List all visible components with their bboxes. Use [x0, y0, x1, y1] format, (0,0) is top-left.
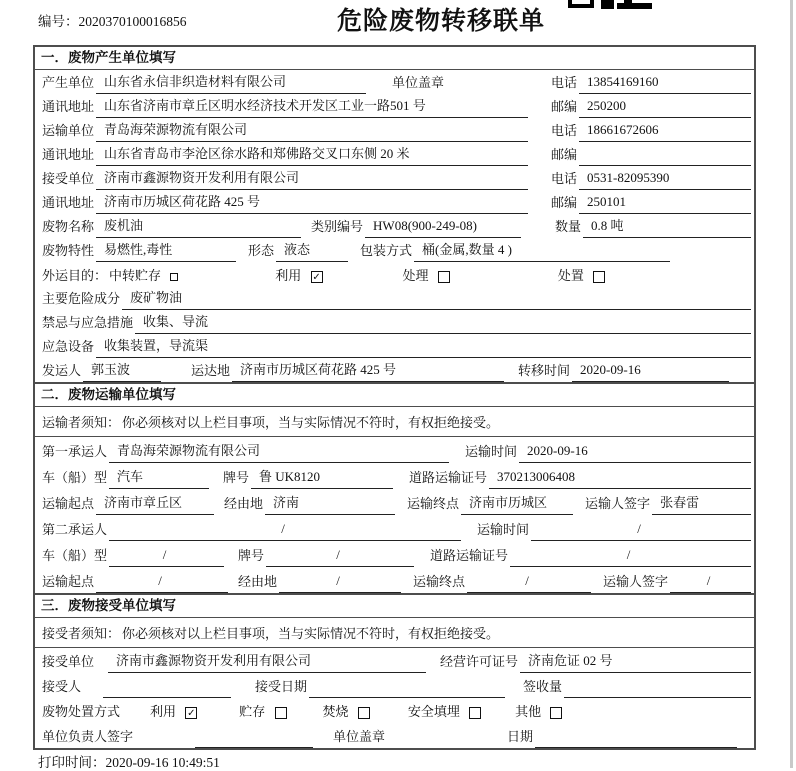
- via-label: 经由地: [238, 574, 278, 589]
- page-title: 危险废物转移联单: [337, 8, 546, 35]
- qr-module: [601, 0, 614, 9]
- address-label: 通讯地址: [42, 195, 95, 210]
- checkbox-label: 中转贮存: [109, 267, 162, 283]
- receiver-phone-value: 0531-82095390: [579, 170, 751, 190]
- end1-value: 济南市历城区: [461, 492, 573, 515]
- doc-number-value: 2020370100016856: [78, 14, 187, 29]
- disposal-label: 废物处置方式: [42, 704, 121, 719]
- measures-value: 收集、导流: [135, 311, 751, 334]
- carrier2-value: /: [109, 521, 461, 541]
- vehicle2-value: /: [109, 547, 224, 567]
- receiver-notice-text: 你必须核对以上栏目事项，当与实际情况不符时，有权拒绝接受。: [122, 626, 500, 641]
- accept-date-label: 接受日期: [255, 679, 308, 694]
- disposal-option-other: [515, 701, 562, 720]
- checkbox-disposal-incinerate[interactable]: [358, 707, 370, 719]
- manager-sign-value: [195, 744, 313, 748]
- zip-label: 邮编: [550, 195, 577, 210]
- measures-label: 禁忌与应急措施: [42, 315, 134, 330]
- destination-value: 济南市历城区荷花路 425 号: [232, 359, 504, 382]
- checkbox-label: 其他: [515, 704, 542, 719]
- transporter-label: 运输单位: [42, 123, 95, 138]
- row-manager-sign: [35, 723, 754, 748]
- checkbox-label: 贮存: [239, 704, 266, 719]
- qr-module: [617, 3, 652, 9]
- transporter-notice-text: 你必须核对以上栏目事项，当与实际情况不符时，有权拒绝接受。: [122, 415, 500, 430]
- row-vehicle2: [35, 541, 754, 567]
- disposal-option-landfill: [408, 701, 481, 720]
- waste-name-value: 废机油: [96, 215, 301, 238]
- row-accept-unit: [35, 648, 754, 673]
- purpose-option-utilize: [275, 265, 322, 284]
- print-time-value: 2020-09-16 10:49:51: [105, 755, 220, 770]
- checkbox-label: 利用: [150, 704, 177, 719]
- packing-label: 包装方式: [360, 243, 413, 258]
- sign-label: 运输人签字: [585, 496, 651, 511]
- carrier1-value: 青岛海荣源物流有限公司: [109, 440, 449, 463]
- row-waste-trait: [35, 238, 754, 262]
- receiver-notice: [35, 618, 754, 648]
- transfer-time-label: 转移时间: [518, 363, 571, 378]
- receiver-address-value: 济南市历城区荷花路 425 号: [96, 191, 528, 214]
- purpose-label: 外运目的：: [42, 267, 108, 283]
- road-cert1-value: 370213006408: [489, 469, 751, 489]
- row-vehicle1: [35, 463, 754, 489]
- row-shipper: [35, 358, 754, 382]
- trait-label: 废物特性: [42, 243, 95, 258]
- equipment-label: 应急设备: [42, 339, 95, 354]
- vehicle-label: 车（船）型: [42, 548, 108, 563]
- vehicle1-value: 汽车: [109, 466, 209, 489]
- checkbox-disposal-landfill[interactable]: [469, 707, 481, 719]
- disposal-option-store: [239, 701, 286, 720]
- purpose-option-transfer-storage: [109, 265, 178, 284]
- transporter-address-value: 山东省青岛市李沧区徐水路和郑佛路交叉口东侧 20 米: [96, 143, 528, 166]
- transporter-notice-label: 运输者须知：: [42, 415, 121, 430]
- row-waste-name: [35, 214, 754, 238]
- accept-unit-value: 济南市鑫源物资开发利用有限公司: [108, 650, 426, 673]
- qr-module: [568, 0, 594, 8]
- license-label: 经营许可证号: [440, 654, 519, 669]
- waste-name-label: 废物名称: [42, 219, 95, 234]
- checkbox-utilize[interactable]: ✓: [312, 271, 321, 283]
- plate2-value: /: [266, 547, 414, 567]
- address-label: 通讯地址: [42, 147, 95, 162]
- transport-time2-value: /: [531, 521, 751, 541]
- row-hazard: [35, 286, 754, 310]
- zip-label: 邮编: [550, 147, 577, 162]
- accept-unit-label: 接受单位: [42, 654, 95, 669]
- row-carrier1: [35, 437, 754, 463]
- section-producer: [35, 47, 754, 382]
- shipper-label: 发运人: [42, 363, 82, 378]
- carrier1-label: 第一承运人: [42, 444, 108, 459]
- category-value: HW08(900-249-08): [365, 218, 521, 238]
- manager-sign-label: 单位负责人签字: [42, 729, 134, 744]
- checkbox-disposal-other[interactable]: [550, 707, 562, 719]
- row-receiver-address: [35, 190, 754, 214]
- phone-label: 电话: [550, 171, 577, 186]
- section-transporter-header: 二．废物运输单位填写: [35, 384, 754, 407]
- end-label: 运输终点: [413, 574, 466, 589]
- checkbox-label: 焚烧: [322, 704, 349, 719]
- category-label: 类别编号: [311, 219, 364, 234]
- via1-value: 济南: [265, 492, 395, 515]
- origin-label: 运输起点: [42, 574, 95, 589]
- form-label: 形态: [248, 243, 275, 258]
- receiver-label: 接受单位: [42, 171, 95, 186]
- checkbox-label: 处置: [557, 267, 584, 283]
- checkbox-label: 利用: [275, 267, 302, 283]
- road-cert-label: 道路运输证号: [409, 470, 488, 485]
- checkbox-dispose[interactable]: [593, 271, 605, 283]
- checkbox-label: 处理: [402, 267, 429, 283]
- unit-seal-label: 单位盖章: [333, 729, 386, 744]
- via2-value: /: [279, 573, 401, 593]
- row-disposal: [35, 698, 754, 723]
- transport-time-label: 运输时间: [477, 522, 530, 537]
- disposal-option-incinerate: [323, 701, 370, 720]
- row-measures: [35, 310, 754, 334]
- packing-value: 桶(金属,数量 4 ): [414, 239, 670, 262]
- qr-code-fragment: [568, 0, 652, 9]
- section-transporter: [35, 382, 754, 593]
- row-carrier2: [35, 515, 754, 541]
- section-receiver-header: 三．废物接受单位填写: [35, 595, 754, 618]
- row-purpose: [35, 262, 754, 286]
- acceptor-label: 接受人: [42, 679, 82, 694]
- date-value: [535, 744, 737, 748]
- checkbox-disposal-utilize[interactable]: ✓: [187, 708, 196, 720]
- phone-label: 电话: [550, 123, 577, 138]
- producer-value: 山东省永信非织造材料有限公司: [96, 71, 366, 94]
- row-route2: [35, 567, 754, 593]
- license-value: 济南危证 02 号: [520, 650, 751, 673]
- row-route1: [35, 489, 754, 515]
- section-receiver: [35, 593, 754, 748]
- shipper-value: 郭玉波: [83, 359, 161, 382]
- unit-seal-label: 单位盖章: [392, 75, 445, 90]
- purpose-option-treat: [403, 265, 450, 284]
- row-equipment: [35, 334, 754, 358]
- sign2-value: /: [670, 573, 751, 593]
- transporter-zip-value: [579, 162, 751, 166]
- end2-value: /: [467, 573, 591, 593]
- row-receiver: [35, 166, 754, 190]
- producer-zip-value: 250200: [579, 98, 751, 118]
- doc-number: [38, 10, 187, 30]
- checkbox-disposal-store[interactable]: [275, 707, 287, 719]
- section-producer-header: 一．废物产生单位填写: [35, 47, 754, 70]
- row-producer: [35, 70, 754, 94]
- qr-module: [624, 0, 632, 4]
- row-transporter-address: [35, 142, 754, 166]
- receiver-zip-value: 250101: [579, 194, 751, 214]
- disposal-option-utilize: [150, 701, 197, 720]
- plate-label: 牌号: [223, 470, 250, 485]
- origin1-value: 济南市章丘区: [96, 492, 214, 515]
- hazard-label: 主要危险成分: [42, 291, 121, 306]
- producer-address-value: 山东省济南市章丘区明水经济技术开发区工业一路501 号: [96, 95, 528, 118]
- transporter-notice: [35, 407, 754, 437]
- origin-label: 运输起点: [42, 496, 95, 511]
- page-edge-strip: [790, 0, 793, 768]
- plate1-value: 鲁 UK8120: [251, 466, 393, 489]
- accept-date-value: [309, 694, 505, 698]
- destination-label: 运达地: [191, 363, 231, 378]
- checkbox-treat[interactable]: [438, 271, 450, 283]
- print-time-label: 打印时间：: [38, 755, 106, 770]
- quantity-value: 0.8 吨: [583, 215, 751, 238]
- vehicle-label: 车（船）型: [42, 470, 108, 485]
- address-label: 通讯地址: [42, 99, 95, 114]
- signed-qty-label: 签收量: [523, 679, 563, 694]
- transporter-value: 青岛海荣源物流有限公司: [96, 119, 528, 142]
- sign-label: 运输人签字: [603, 574, 669, 589]
- transport-time1-value: 2020-09-16: [519, 443, 751, 463]
- receiver-value: 济南市鑫源物资开发利用有限公司: [96, 167, 528, 190]
- via-label: 经由地: [224, 496, 264, 511]
- checkbox-transfer-storage[interactable]: [170, 273, 178, 281]
- receiver-notice-label: 接受者须知：: [42, 626, 121, 641]
- origin2-value: /: [96, 573, 228, 593]
- transfer-time-value: 2020-09-16: [572, 362, 729, 382]
- plate-label: 牌号: [238, 548, 265, 563]
- end-label: 运输终点: [407, 496, 460, 511]
- trait-value: 易燃性,毒性: [96, 239, 236, 262]
- hazard-value: 废矿物油: [122, 287, 751, 310]
- carrier2-label: 第二承运人: [42, 522, 108, 537]
- quantity-label: 数量: [554, 219, 581, 234]
- doc-number-label: 编号：: [38, 14, 79, 29]
- manifest-form: [33, 45, 756, 750]
- equipment-value: 收集装置，导流渠: [96, 335, 751, 358]
- transport-time-label: 运输时间: [465, 444, 518, 459]
- row-transporter: [35, 118, 754, 142]
- road-cert2-value: /: [510, 547, 751, 567]
- date-label: 日期: [507, 729, 534, 744]
- zip-label: 邮编: [550, 99, 577, 114]
- row-producer-address: [35, 94, 754, 118]
- sign1-value: 张春雷: [652, 492, 751, 515]
- checkbox-label: 安全填埋: [407, 704, 460, 719]
- phone-label: 电话: [550, 75, 577, 90]
- producer-label: 产生单位: [42, 75, 95, 90]
- form-value: 液态: [276, 239, 348, 262]
- signed-qty-value: [564, 694, 751, 698]
- acceptor-value: [103, 694, 231, 698]
- transporter-phone-value: 18661672606: [579, 122, 751, 142]
- purpose-option-dispose: [558, 265, 605, 284]
- row-acceptor: [35, 673, 754, 698]
- producer-phone-value: 13854169160: [579, 74, 751, 94]
- print-time: [38, 751, 220, 771]
- road-cert-label: 道路运输证号: [430, 548, 509, 563]
